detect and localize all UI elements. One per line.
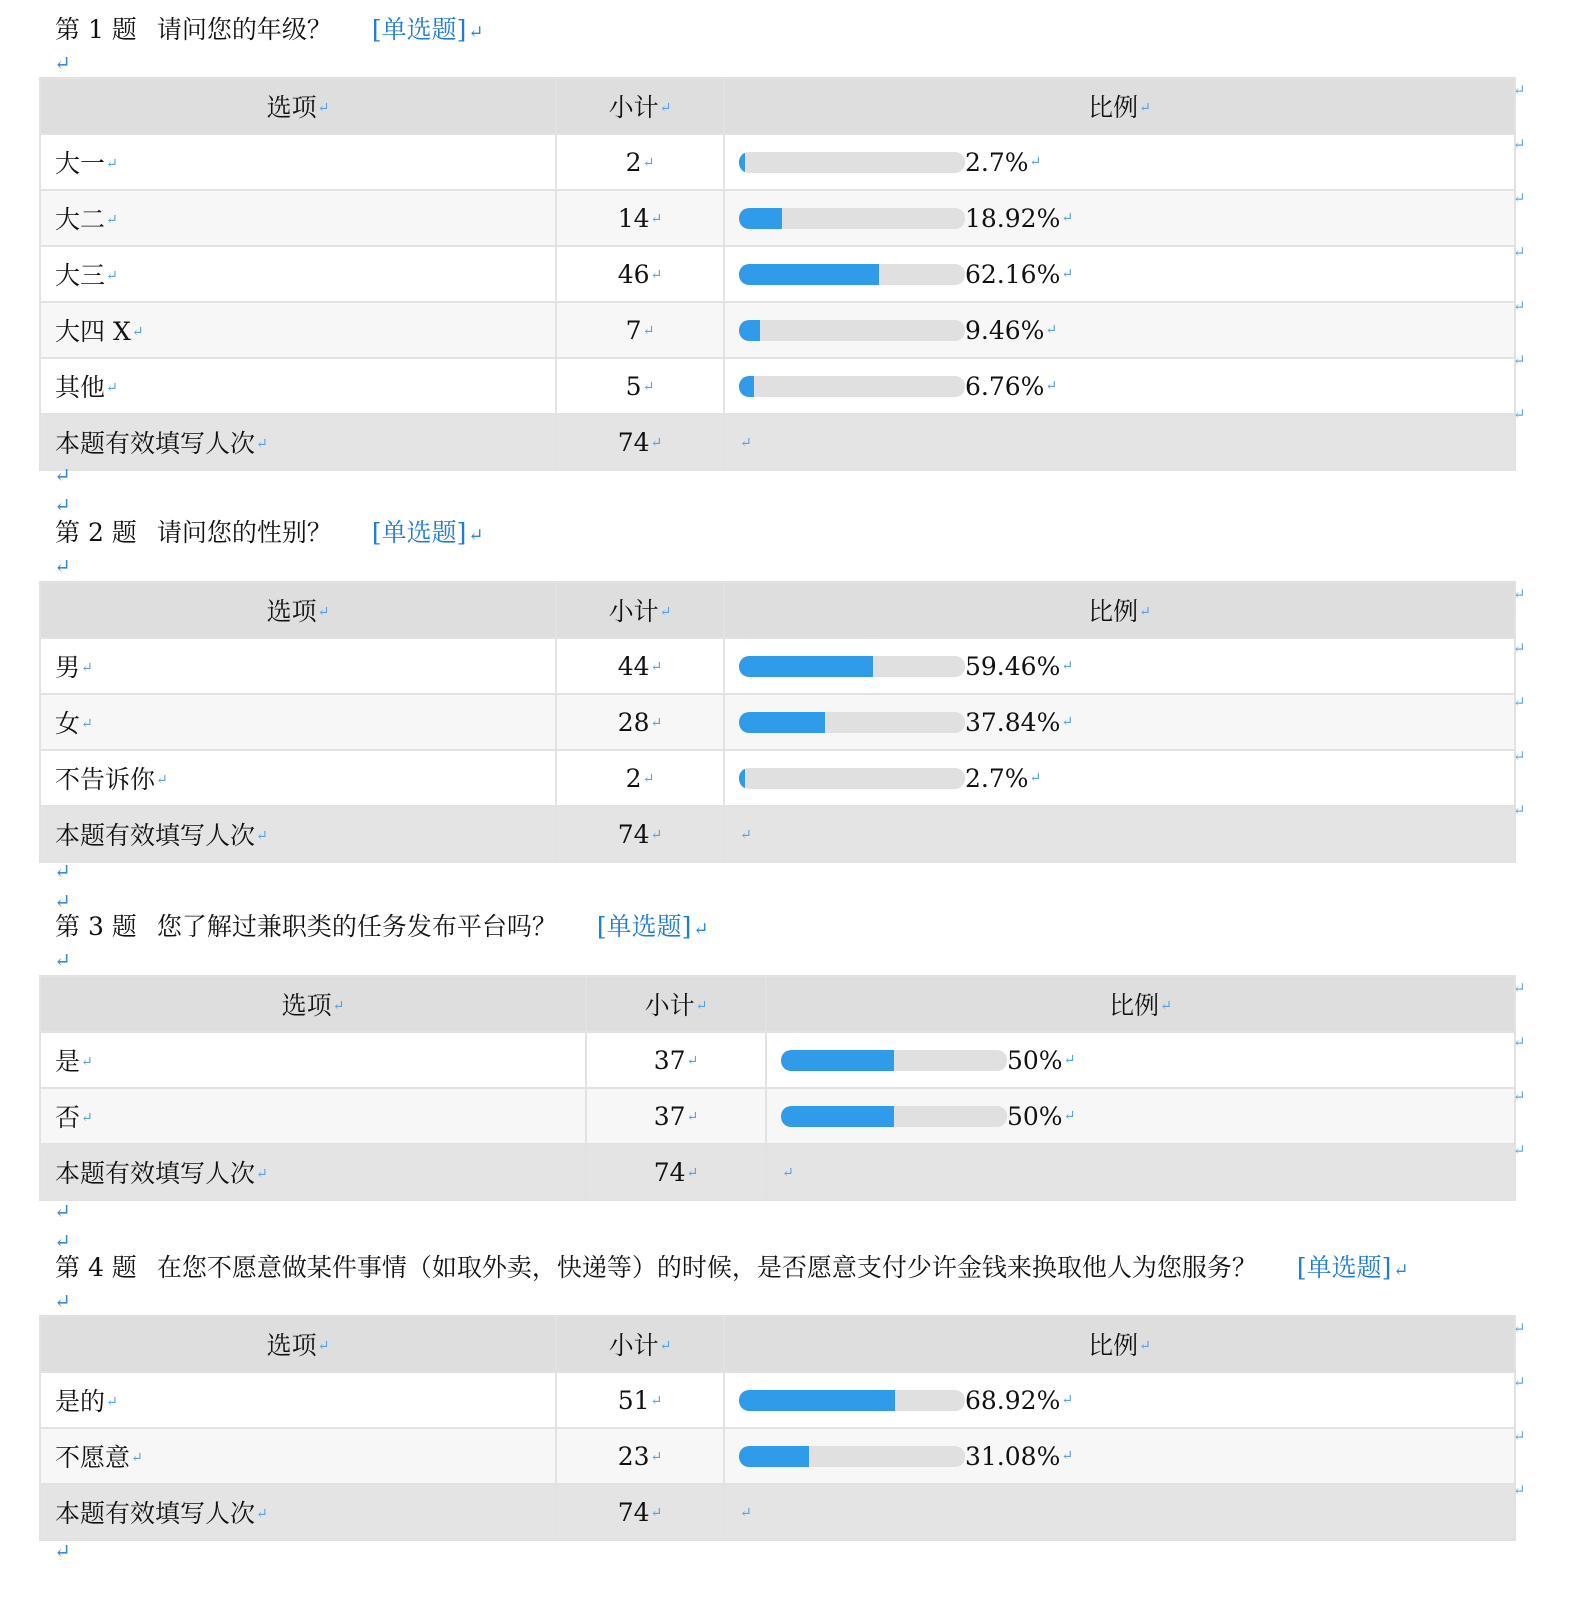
row-end-mark: ↵ [1513,351,1526,369]
paragraph-return-mark: ↵ [54,1229,71,1253]
return-mark: ↵ [332,998,345,1014]
return-mark: ↵ [106,156,118,172]
return-mark: ↵ [693,919,709,940]
option-count-cell [586,1088,766,1144]
row-end-mark: ↵ [1513,1481,1526,1499]
ratio-bar [739,712,965,733]
question-number: 第 3 题 [55,912,137,941]
option-count: 14 [617,203,650,233]
ratio-bar [781,1106,1007,1127]
total-label-cell [40,1484,556,1540]
return-mark: ↵ [1063,1052,1076,1068]
total-count-cell [556,806,724,862]
option-ratio-cell [724,638,1515,694]
paragraph-return-mark: ↵ [54,1199,71,1223]
header-ratio [724,78,1515,134]
return-mark: ↵ [81,1110,93,1126]
option-count-cell [556,638,724,694]
return-mark: ↵ [1061,1448,1074,1464]
option-label-cell [40,302,556,358]
return-mark: ↵ [81,660,93,676]
header-count [586,976,766,1032]
question-text: 在您不愿意做某件事情（如取外卖，快递等）的时候，是否愿意支付少许金钱来换取他人为您服务？ [156,1253,1257,1282]
option-label: 其他 [55,373,106,402]
ratio-bar-fill [739,376,754,397]
return-mark: ↵ [256,828,268,844]
total-ratio-cell [766,1144,1515,1200]
return-mark: ↵ [650,714,663,731]
ratio-bar-fill [739,152,745,173]
table-header-row [40,1316,1515,1372]
question-number: 第 2 题 [55,518,137,547]
return-mark: ↵ [106,268,118,284]
ratio-wrap [725,260,1514,289]
return-mark: ↵ [1063,1108,1076,1124]
table-row [40,190,1515,246]
option-label: 大二 [55,205,106,234]
option-label: 女 [55,709,81,738]
question-title [55,517,483,552]
option-count: 7 [625,315,642,345]
ratio-bar-fill [739,208,782,229]
total-count: 74 [617,819,650,849]
return-mark: ↵ [1029,154,1042,170]
question-type-tag: [单选题] [371,518,467,547]
row-end-mark: ↵ [1513,243,1526,261]
ratio-bar-fill [739,264,879,285]
paragraph-return-mark: ↵ [54,51,71,75]
option-label: 不告诉你 [55,765,156,794]
ratio-wrap [767,1046,1514,1075]
question-text: 请问您的性别？ [156,518,332,547]
ratio-bar-fill [739,768,745,789]
option-count-cell [556,1428,724,1484]
option-count: 51 [617,1385,650,1415]
return-mark: ↵ [131,324,144,340]
return-mark: ↵ [1061,266,1074,282]
return-mark: ↵ [1139,1338,1151,1354]
paragraph-return-mark: ↵ [54,948,71,972]
paragraph-return-mark: ↵ [54,1539,71,1563]
header-option-label: 选项 [266,93,317,122]
option-label: 男 [55,653,81,682]
total-label: 本题有效填写人次 [55,429,256,458]
paragraph-return-mark: ↵ [54,889,71,913]
total-count-cell [586,1144,766,1200]
table-total-row [40,1144,1515,1200]
question-type-tag: [单选题] [1296,1253,1392,1282]
results-table [39,77,1516,471]
ratio-percent: 2.7% [965,147,1029,177]
return-mark: ↵ [642,322,655,339]
return-mark: ↵ [642,378,655,395]
return-mark: ↵ [659,100,672,116]
option-label-cell [40,638,556,694]
return-mark: ↵ [1045,322,1058,338]
row-end-mark: ↵ [1513,639,1526,657]
ratio-bar [739,1390,965,1411]
total-label: 本题有效填写人次 [55,1159,256,1188]
table-header-row [40,976,1515,1032]
return-mark: ↵ [131,1450,143,1466]
row-end-mark: ↵ [1513,1087,1526,1105]
total-label-cell [40,1144,586,1200]
return-mark: ↵ [106,380,118,396]
header-ratio-label: 比例 [1088,1331,1139,1360]
ratio-bar [739,656,965,677]
option-label: 大四 X [55,317,131,346]
table-row [40,302,1515,358]
return-mark: ↵ [1139,604,1151,620]
return-mark: ↵ [1139,100,1151,116]
total-count: 74 [653,1157,686,1187]
row-end-mark: ↵ [1513,297,1526,315]
option-count: 2 [625,763,642,793]
paragraph-return-mark: ↵ [54,463,71,487]
total-ratio-cell [724,806,1515,862]
header-ratio-label: 比例 [1109,991,1160,1020]
paragraph-return-mark: ↵ [54,1289,71,1313]
return-mark: ↵ [1160,998,1172,1014]
return-mark: ↵ [256,1506,268,1522]
ratio-percent: 50% [1007,1101,1063,1131]
ratio-percent: 18.92% [965,203,1061,233]
return-mark: ↵ [81,716,93,732]
option-label-cell [40,358,556,414]
header-ratio-label: 比例 [1088,597,1139,626]
return-mark: ↵ [256,436,268,452]
return-mark: ↵ [1045,378,1058,394]
return-mark: ↵ [1061,658,1074,674]
total-label-cell [40,414,556,470]
return-mark: ↵ [659,1338,672,1354]
return-mark: ↵ [650,658,663,675]
header-count [556,78,724,134]
question-title [55,911,708,946]
return-mark: ↵ [740,434,752,451]
header-option-label: 选项 [266,1331,317,1360]
option-label: 是 [55,1047,81,1076]
ratio-wrap [725,1386,1514,1415]
ratio-bar [739,1446,965,1467]
option-count-cell [556,1372,724,1428]
ratio-bar [739,208,965,229]
paragraph-return-mark: ↵ [54,859,71,883]
return-mark: ↵ [106,212,118,228]
table-total-row [40,414,1515,470]
row-end-mark: ↵ [1513,1373,1526,1391]
ratio-bar-fill [739,1390,895,1411]
return-mark: ↵ [1061,210,1074,226]
ratio-bar-fill [781,1050,894,1071]
option-label-cell [40,246,556,302]
option-ratio-cell [724,358,1515,414]
question-number: 第 1 题 [55,15,137,44]
paragraph-return-mark: ↵ [54,493,71,517]
results-table [39,581,1516,863]
return-mark: ↵ [106,1394,118,1410]
header-ratio-label: 比例 [1088,93,1139,122]
table-row [40,694,1515,750]
option-count: 44 [617,651,650,681]
table-row [40,638,1515,694]
ratio-percent: 31.08% [965,1441,1061,1471]
row-end-mark: ↵ [1513,81,1526,99]
return-mark: ↵ [317,1338,330,1354]
row-end-mark: ↵ [1513,747,1526,765]
option-ratio-cell [724,246,1515,302]
option-count-cell [556,246,724,302]
ratio-bar-fill [739,712,825,733]
return-mark: ↵ [650,1392,663,1409]
ratio-wrap [725,204,1514,233]
return-mark: ↵ [156,772,168,788]
option-count: 37 [653,1045,686,1075]
ratio-wrap [725,652,1514,681]
option-label: 大三 [55,261,106,290]
return-mark: ↵ [468,22,484,43]
return-mark: ↵ [650,266,663,283]
row-end-mark: ↵ [1513,189,1526,207]
option-count-cell [556,190,724,246]
return-mark: ↵ [650,1504,663,1521]
option-ratio-cell [766,1088,1515,1144]
option-ratio-cell [724,694,1515,750]
ratio-bar-fill [739,320,760,341]
return-mark: ↵ [740,826,752,843]
option-count: 28 [617,707,650,737]
return-mark: ↵ [686,1052,699,1069]
question-title [55,1252,1408,1287]
total-label: 本题有效填写人次 [55,1499,256,1528]
return-mark: ↵ [1393,1260,1409,1281]
total-ratio-cell [724,1484,1515,1540]
row-end-mark: ↵ [1513,801,1526,819]
total-count-cell [556,1484,724,1540]
ratio-percent: 50% [1007,1045,1063,1075]
ratio-percent: 2.7% [965,763,1029,793]
ratio-bar [781,1050,1007,1071]
total-label: 本题有效填写人次 [55,821,256,850]
option-count: 5 [625,371,642,401]
question-text: 您了解过兼职类的任务发布平台吗？ [156,912,557,941]
ratio-wrap [725,708,1514,737]
ratio-percent: 68.92% [965,1385,1061,1415]
option-label-cell [40,694,556,750]
option-label-cell [40,134,556,190]
ratio-wrap [725,1442,1514,1471]
row-end-mark: ↵ [1513,1319,1526,1337]
option-ratio-cell [724,134,1515,190]
option-label: 大一 [55,149,106,178]
return-mark: ↵ [650,826,663,843]
total-ratio-cell [724,414,1515,470]
row-end-mark: ↵ [1513,1427,1526,1445]
option-label-cell [40,750,556,806]
ratio-percent: 37.84% [965,707,1061,737]
ratio-bar-fill [739,1446,809,1467]
return-mark: ↵ [317,100,330,116]
row-end-mark: ↵ [1513,693,1526,711]
option-label-cell [40,1088,586,1144]
paragraph-return-mark: ↵ [54,554,71,578]
option-ratio-cell [724,750,1515,806]
header-count [556,1316,724,1372]
option-ratio-cell [724,190,1515,246]
return-mark: ↵ [650,1448,663,1465]
return-mark: ↵ [642,154,655,171]
option-count-cell [556,302,724,358]
option-count-cell [556,750,724,806]
ratio-bar-fill [739,656,873,677]
table-total-row [40,1484,1515,1540]
total-count: 74 [617,427,650,457]
option-count-cell [586,1032,766,1088]
option-ratio-cell [724,302,1515,358]
ratio-bar [739,152,965,173]
total-label-cell [40,806,556,862]
header-option [40,78,556,134]
option-count-cell [556,694,724,750]
header-option [40,976,586,1032]
option-ratio-cell [724,1372,1515,1428]
results-table [39,1315,1516,1541]
ratio-bar-fill [781,1106,894,1127]
table-row [40,358,1515,414]
ratio-percent: 6.76% [965,371,1045,401]
ratio-wrap [725,148,1514,177]
return-mark: ↵ [686,1164,699,1181]
ratio-bar [739,264,965,285]
table-row [40,750,1515,806]
option-count-cell [556,358,724,414]
header-option-label: 选项 [281,991,332,1020]
row-end-mark: ↵ [1513,1033,1526,1051]
option-label-cell [40,1428,556,1484]
return-mark: ↵ [642,770,655,787]
option-label: 不愿意 [55,1443,131,1472]
ratio-percent: 59.46% [965,651,1061,681]
option-label-cell [40,1372,556,1428]
header-count [556,582,724,638]
total-count-cell [556,414,724,470]
header-option [40,1316,556,1372]
return-mark: ↵ [1061,1392,1074,1408]
header-ratio [724,1316,1515,1372]
question-text: 请问您的年级？ [156,15,332,44]
option-label: 否 [55,1103,81,1132]
table-row [40,134,1515,190]
header-count-label: 小计 [608,597,659,626]
header-count-label: 小计 [644,991,695,1020]
option-count: 2 [625,147,642,177]
return-mark: ↵ [695,998,708,1014]
ratio-wrap [725,764,1514,793]
option-label-cell [40,190,556,246]
table-row [40,1032,1515,1088]
return-mark: ↵ [1029,770,1042,786]
table-header-row [40,78,1515,134]
header-option [40,582,556,638]
row-end-mark: ↵ [1513,585,1526,603]
return-mark: ↵ [686,1108,699,1125]
header-ratio [724,582,1515,638]
table-row [40,246,1515,302]
return-mark: ↵ [650,434,663,451]
option-count-cell [556,134,724,190]
ratio-percent: 9.46% [965,315,1045,345]
table-row [40,1088,1515,1144]
header-count-label: 小计 [608,93,659,122]
row-end-mark: ↵ [1513,405,1526,423]
table-header-row [40,582,1515,638]
ratio-wrap [725,316,1514,345]
option-count: 23 [617,1441,650,1471]
return-mark: ↵ [650,210,663,227]
ratio-bar [739,376,965,397]
table-total-row [40,806,1515,862]
ratio-bar [739,320,965,341]
row-end-mark: ↵ [1513,135,1526,153]
table-row [40,1428,1515,1484]
option-count: 46 [617,259,650,289]
return-mark: ↵ [659,604,672,620]
option-count: 37 [653,1101,686,1131]
option-label-cell [40,1032,586,1088]
return-mark: ↵ [782,1164,794,1181]
ratio-wrap [725,372,1514,401]
ratio-wrap [767,1102,1514,1131]
ratio-bar [739,768,965,789]
question-type-tag: [单选题] [596,912,692,941]
ratio-percent: 62.16% [965,259,1061,289]
total-count: 74 [617,1497,650,1527]
option-label: 是的 [55,1387,106,1416]
header-ratio [766,976,1515,1032]
results-table [39,975,1516,1201]
option-ratio-cell [766,1032,1515,1088]
question-number: 第 4 题 [55,1253,137,1282]
header-count-label: 小计 [608,1331,659,1360]
question-title [55,14,483,49]
return-mark: ↵ [317,604,330,620]
option-ratio-cell [724,1428,1515,1484]
table-row [40,1372,1515,1428]
header-option-label: 选项 [266,597,317,626]
row-end-mark: ↵ [1513,1141,1526,1159]
row-end-mark: ↵ [1513,979,1526,997]
return-mark: ↵ [256,1166,268,1182]
return-mark: ↵ [468,525,484,546]
question-type-tag: [单选题] [371,15,467,44]
return-mark: ↵ [740,1504,752,1521]
return-mark: ↵ [1061,714,1074,730]
return-mark: ↵ [81,1054,93,1070]
